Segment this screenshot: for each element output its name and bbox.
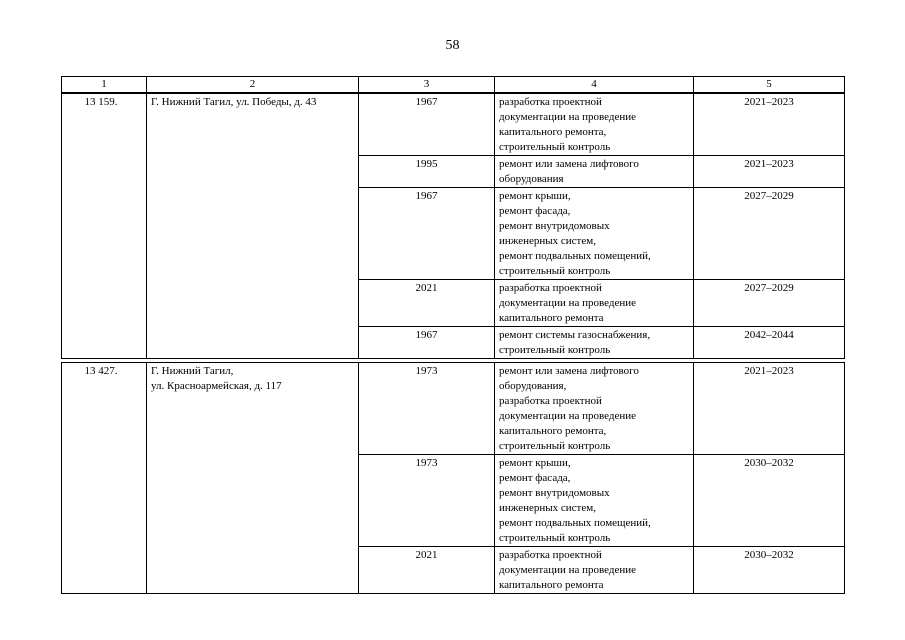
header-col-3: 3 [359, 77, 495, 93]
work-cell: ремонт или замена лифтового оборудования, разработка проектной документации на проведение капитального ремонта, строительный контроль [495, 363, 694, 455]
table-block-1 [61, 93, 845, 359]
period-cell: 2042–2044 [694, 327, 845, 359]
period-cell: 2021–2023 [694, 363, 845, 455]
work-cell: ремонт крыши, ремонт фасада, ремонт внутридомовых инженерных систем, ремонт подвальных помещений, строительный контроль [495, 188, 694, 280]
header-col-2: 2 [147, 77, 359, 93]
year-cell: 1973 [359, 363, 495, 455]
header-col-4: 4 [495, 77, 694, 93]
period-cell: 2021–2023 [694, 94, 845, 156]
header-col-5: 5 [694, 77, 845, 93]
table-block-2 [61, 362, 845, 594]
year-cell: 2021 [359, 547, 495, 594]
year-cell: 2021 [359, 280, 495, 327]
year-cell: 1967 [359, 94, 495, 156]
page-number: 58 [445, 38, 460, 53]
period-cell: 2021–2023 [694, 156, 845, 188]
year-cell: 1967 [359, 188, 495, 280]
work-cell: ремонт или замена лифтового оборудования [495, 156, 694, 188]
record-number: 13 159. [62, 94, 147, 359]
work-cell: разработка проектной документации на проведение капитального ремонта [495, 280, 694, 327]
period-cell: 2027–2029 [694, 188, 845, 280]
period-cell: 2027–2029 [694, 280, 845, 327]
period-cell: 2030–2032 [694, 547, 845, 594]
year-cell: 1967 [359, 327, 495, 359]
record-number: 13 427. [62, 363, 147, 594]
work-cell: ремонт крыши, ремонт фасада, ремонт внутридомовых инженерных систем, ремонт подвальных помещений, строительный контроль [495, 455, 694, 547]
address-cell: Г. Нижний Тагил, ул. Красноармейская, д. 117 [147, 363, 359, 594]
header-row [62, 77, 845, 93]
work-cell: разработка проектной документации на проведение капитального ремонта, строительный контроль [495, 94, 694, 156]
address-cell: Г. Нижний Тагил, ул. Победы, д. 43 [147, 94, 359, 359]
header-col-1: 1 [62, 77, 147, 93]
table-row [62, 363, 845, 455]
period-cell: 2030–2032 [694, 455, 845, 547]
year-cell: 1995 [359, 156, 495, 188]
year-cell: 1973 [359, 455, 495, 547]
table-header [61, 76, 845, 93]
work-cell: ремонт системы газоснабжения, строительный контроль [495, 327, 694, 359]
work-cell: разработка проектной документации на проведение капитального ремонта [495, 547, 694, 594]
table-row [62, 94, 845, 156]
